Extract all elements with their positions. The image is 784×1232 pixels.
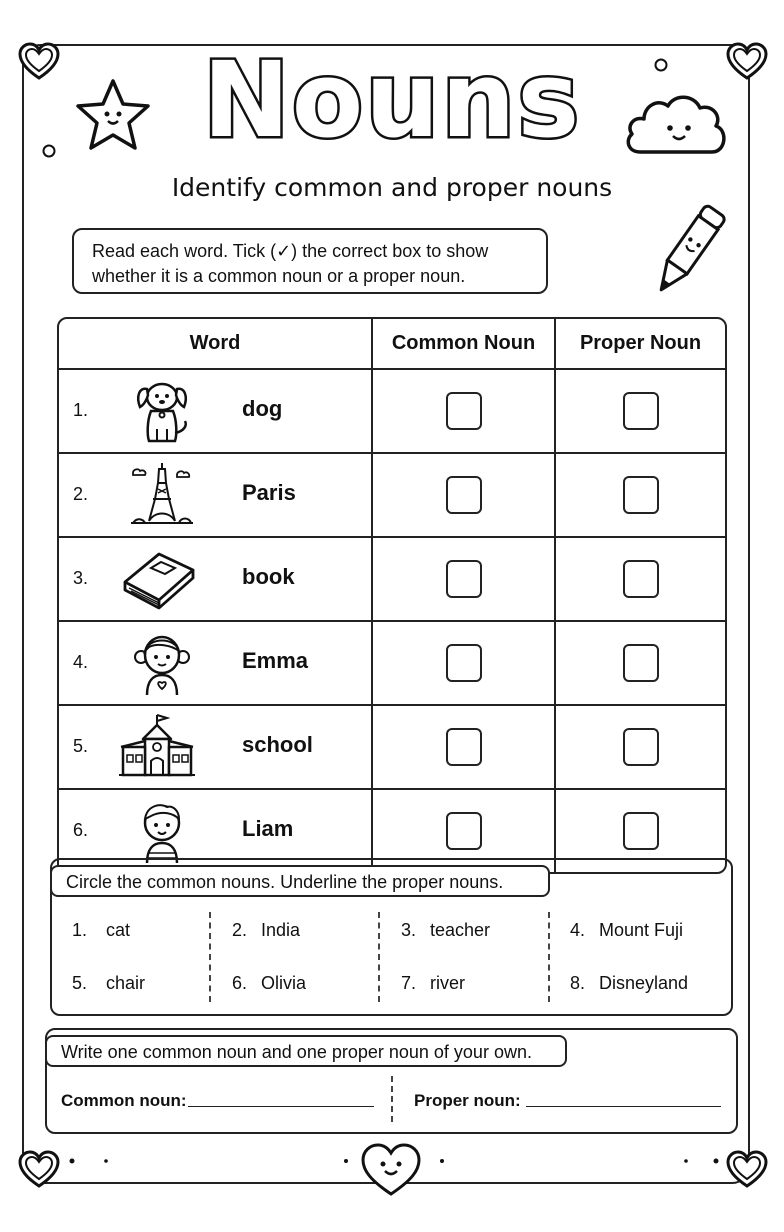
circle-underline-instruction: Circle the common nouns. Underline the proper nouns. [50,865,550,897]
word-cell [59,706,373,790]
noun-word: Liam [242,816,294,841]
item-word: cat [106,920,131,940]
girl-icon [127,627,197,697]
item-number: 1. [72,920,88,940]
row-number: 2. [73,484,89,504]
common-noun-checkbox[interactable] [446,812,482,850]
list-item[interactable] [401,973,465,994]
noun-word: dog [242,396,283,421]
header-word: Word [59,319,373,370]
noun-word: school [242,732,313,757]
boy-icon [127,795,197,865]
header-common-noun: Common Noun [373,319,556,370]
school-icon [117,711,197,781]
write-your-own-instruction: Write one common noun and one proper noun of your own. [45,1035,567,1067]
proper-noun-checkbox[interactable] [623,476,659,514]
common-noun-checkbox[interactable] [446,728,482,766]
common-noun-checkbox[interactable] [446,392,482,430]
table-row [59,538,725,622]
proper-noun-cell [556,538,725,622]
dog-icon [127,375,197,445]
row-number: 3. [73,568,89,588]
proper-noun-checkbox[interactable] [623,812,659,850]
row-number: 6. [73,820,89,840]
common-noun-checkbox[interactable] [446,560,482,598]
noun-word: book [242,564,295,589]
common-noun-cell [373,706,556,790]
proper-noun-checkbox[interactable] [623,560,659,598]
dashed-divider [548,912,550,1002]
dashed-divider [209,912,211,1002]
item-number: 3. [401,920,417,940]
dashed-divider [391,1076,393,1122]
common-noun-cell [373,622,556,706]
item-number: 7. [401,973,417,993]
instructions-box: Read each word. Tick (✓) the correct box to show whether it is a common noun or a proper noun. [72,228,548,294]
table-row [59,622,725,706]
common-noun-cell [373,370,556,454]
proper-noun-cell [556,454,725,538]
noun-table [57,317,727,874]
dot-decoration [60,1154,740,1168]
proper-noun-cell [556,706,725,790]
table-row [59,370,725,454]
common-noun-field[interactable] [188,1088,374,1107]
common-noun-checkbox[interactable] [446,476,482,514]
noun-word: Paris [242,480,296,505]
item-number: 2. [232,920,248,940]
worksheet-title: Nouns [202,39,582,161]
word-cell [59,622,373,706]
list-item[interactable] [401,920,490,941]
common-noun-cell [373,538,556,622]
list-item[interactable] [232,920,300,941]
row-number: 4. [73,652,89,672]
item-number: 5. [72,973,88,993]
proper-noun-cell [556,622,725,706]
eiffel-tower-icon [127,459,197,529]
proper-noun-field[interactable] [526,1088,721,1107]
proper-noun-label: Proper noun: [414,1091,521,1110]
item-word: India [261,920,301,940]
item-word: teacher [430,920,491,940]
item-word: river [430,973,465,993]
proper-noun-cell [556,370,725,454]
list-item[interactable] [570,920,683,941]
word-cell [59,454,373,538]
item-word: Mount Fuji [599,920,684,940]
item-word: chair [106,973,146,993]
proper-noun-checkbox[interactable] [623,728,659,766]
worksheet-subtitle: Identify common and proper nouns [171,173,613,202]
list-item[interactable] [72,920,130,941]
word-cell [59,370,373,454]
book-icon [117,546,197,610]
list-item[interactable] [232,973,306,994]
word-cell [59,538,373,622]
table-header-row [59,319,725,370]
proper-noun-checkbox[interactable] [623,644,659,682]
item-number: 4. [570,920,586,940]
row-number: 1. [73,400,89,420]
common-noun-checkbox[interactable] [446,644,482,682]
item-number: 6. [232,973,248,993]
proper-noun-checkbox[interactable] [623,392,659,430]
common-noun-label: Common noun: [61,1091,187,1110]
table-row [59,706,725,790]
noun-word: Emma [242,648,309,673]
table-row [59,454,725,538]
row-number: 5. [73,736,89,756]
heart-icon [16,1148,62,1192]
header-proper-noun: Proper Noun [556,319,725,370]
list-item[interactable] [570,973,688,994]
pencil-icon [644,200,730,306]
heart-face-icon [358,1140,424,1200]
item-word: Olivia [261,973,307,993]
dashed-divider [378,912,380,1002]
common-noun-cell [373,454,556,538]
item-number: 8. [570,973,586,993]
list-item[interactable] [72,973,145,994]
item-word: Disneyland [599,973,689,993]
